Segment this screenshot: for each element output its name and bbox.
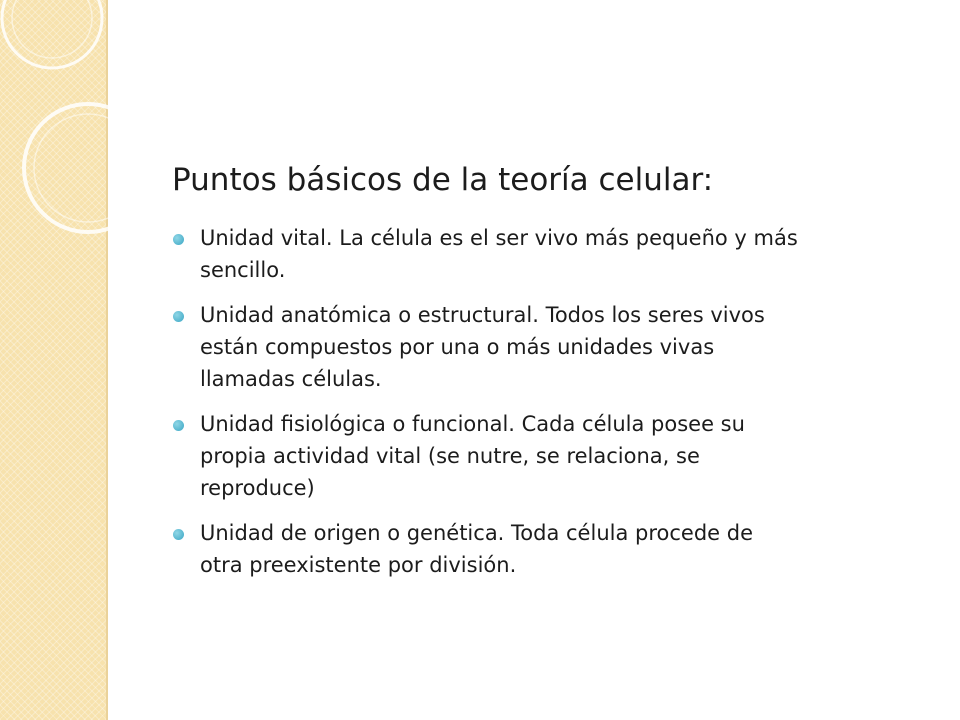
bullet-item	[172, 222, 932, 286]
bullet-icon	[173, 234, 184, 245]
slide-title: Puntos básicos de la teoría celular:	[172, 162, 714, 198]
decorative-circles	[0, 0, 140, 260]
bullet-text: Unidad vital. La célula es el ser vivo más pequeño y más sencillo.	[200, 226, 798, 282]
decorative-circle-lower	[24, 104, 140, 232]
bullet-item	[172, 408, 932, 504]
decorative-circle-upper-inner	[12, 0, 92, 58]
bullet-text: Unidad anatómica o estructural. Todos los seres vivos están compuestos por una o más unidades vivas llamadas células.	[200, 303, 765, 391]
bullet-item	[172, 517, 932, 581]
bullet-icon	[173, 529, 184, 540]
bullet-list	[172, 222, 932, 594]
bullet-icon	[173, 420, 184, 431]
decorative-circle-lower-inner	[34, 114, 140, 222]
bullet-text: Unidad de origen o genética. Toda célula procede de otra preexistente por división.	[200, 521, 753, 577]
bullet-text: Unidad fisiológica o funcional. Cada célula posee su propia actividad vital (se nutre, se relaciona, se reproduce)	[200, 412, 745, 500]
bullet-icon	[173, 311, 184, 322]
bullet-item	[172, 299, 932, 395]
